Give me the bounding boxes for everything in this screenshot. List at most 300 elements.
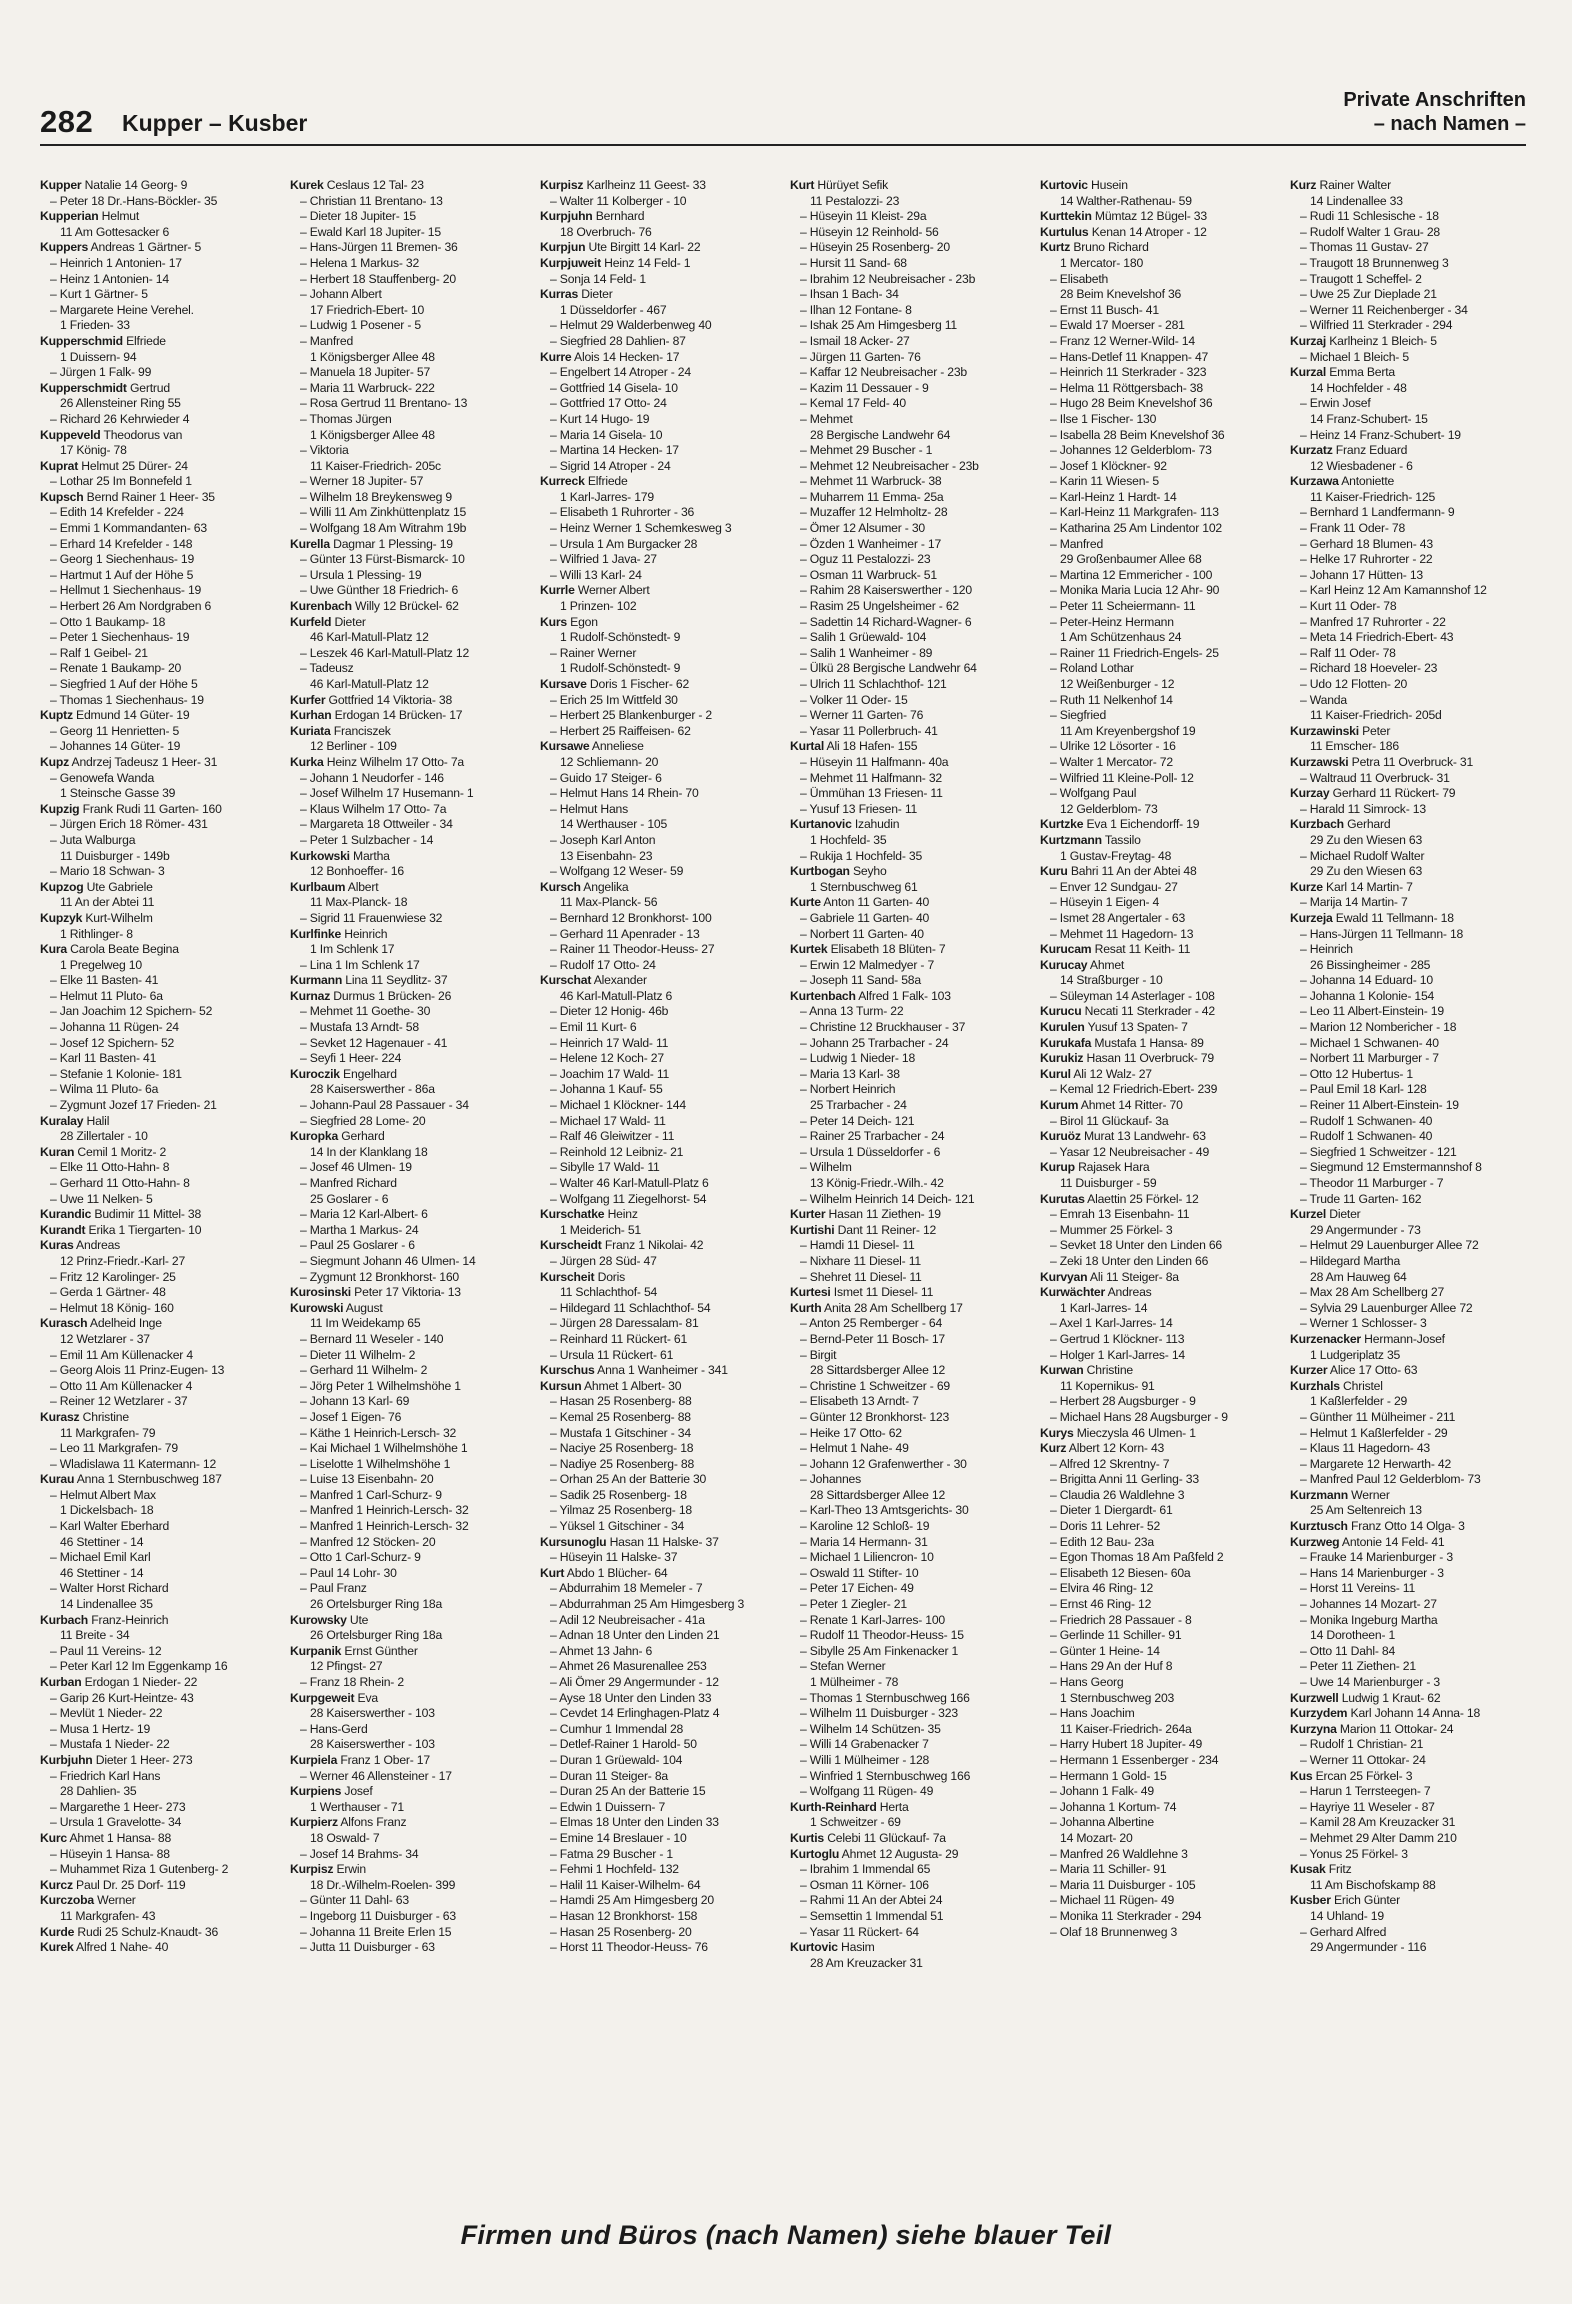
sub-entry: – Seyfi 1 Heer- 224 — [300, 1051, 402, 1066]
surname-entry — [40, 381, 278, 397]
sub-entry: – Elke 11 Otto-Hahn- 8 — [50, 1160, 170, 1175]
sub-entry: – Karl-Heinz 1 Hardt- 14 — [1050, 489, 1177, 504]
sub-entry: – Sigrid 14 Atroper - 24 — [550, 458, 671, 473]
sub-entry: – Siegmund 12 Emstermannshof 8 — [1300, 1160, 1482, 1175]
surname: Kurandt — [40, 1222, 86, 1237]
surname: Kurys — [1040, 1425, 1074, 1440]
sub-entry: – Norbert Heinrich — [800, 1082, 896, 1097]
surname: Kurzatz — [1290, 443, 1333, 458]
surname-entry — [540, 474, 778, 490]
surname-entry — [540, 739, 778, 755]
sub-entry: – Rudolf 1 Schwanen- 40 — [1300, 1129, 1433, 1144]
sub-entry: – Claudia 26 Waldlehne 3 — [1050, 1487, 1185, 1502]
entry-details: Franz 1 Ober- 17 — [337, 1752, 430, 1767]
sub-entry: – Elke 11 Basten- 41 — [50, 973, 159, 988]
address-continuation: 1 Mülheimer - 78 — [810, 1675, 899, 1689]
surname-entry — [40, 942, 278, 958]
address-continuation: 1 Gustav-Freytag- 48 — [1060, 848, 1172, 863]
sub-entry: – Maria 13 Karl- 38 — [800, 1066, 900, 1081]
surname-entry — [1290, 474, 1528, 490]
surname: Kurtis — [790, 1830, 825, 1845]
sub-entry: – Willi 14 Grabenacker 7 — [800, 1737, 929, 1752]
surname-entry — [40, 1893, 278, 1909]
entry-details: Franz Otto 14 Olga- 3 — [1347, 1519, 1465, 1534]
entry-details: Mustafa 1 Hansa- 89 — [1091, 1035, 1204, 1050]
address-continuation: 11 Schlachthof- 54 — [560, 1285, 658, 1300]
sub-entry: – Hamdi 25 Am Himgesberg 20 — [550, 1893, 714, 1908]
sub-entry: – Rudolf Walter 1 Grau- 28 — [1300, 224, 1440, 239]
sub-entry: – Duran 1 Grüewald- 104 — [550, 1752, 683, 1767]
sub-entry: – Manfred 26 Waldlehne 3 — [1050, 1846, 1188, 1861]
surname-entry — [40, 1925, 278, 1941]
entry-details: Eva — [354, 1690, 378, 1705]
entry-details: Mieczysla 46 Ulmen- 1 — [1073, 1425, 1196, 1440]
address-continuation: 29 Zu den Wiesen 63 — [1310, 832, 1423, 847]
sub-entry: – Manfred — [300, 333, 354, 348]
sub-entry: – Thomas 1 Sternbuschweg 166 — [800, 1690, 970, 1705]
sub-entry: – Thomas 11 Gustav- 27 — [1300, 240, 1429, 255]
sub-entry: – Stefanie 1 Kolonie- 181 — [50, 1066, 182, 1081]
sub-entry: – Herbert 28 Augsburger - 9 — [1050, 1394, 1196, 1409]
surname-entry — [790, 1940, 1028, 1956]
entry-details: Alice 17 Otto- 63 — [1327, 1363, 1418, 1378]
entry-details: Franz-Heinrich — [88, 1612, 169, 1627]
surname-entry — [1290, 880, 1528, 896]
surname: Kurek — [290, 178, 324, 192]
address-continuation: 1 Frieden- 33 — [60, 318, 130, 333]
sub-entry: – Hüseyin 25 Rosenberg- 20 — [800, 240, 950, 255]
sub-entry: – Renate 1 Karl-Jarres- 100 — [800, 1612, 945, 1627]
address-continuation: 11 Max-Planck- 56 — [560, 895, 658, 910]
surname: Kurlfinke — [290, 926, 342, 941]
entry-details: Karlheinz 11 Geest- 33 — [583, 178, 706, 192]
address-continuation: 18 Oswald- 7 — [310, 1830, 380, 1845]
sub-entry: – Halil 11 Kaiser-Wilhelm- 64 — [550, 1877, 701, 1892]
surname-entry — [290, 1644, 528, 1660]
sub-entry: – Harry Hubert 18 Jupiter- 49 — [1050, 1737, 1203, 1752]
surname-entry — [540, 1379, 778, 1395]
entry-details: Ahmet — [1087, 957, 1125, 972]
sub-entry: – Klaus 11 Hagedorn- 43 — [1300, 1441, 1431, 1456]
sub-entry: – Ulrich 11 Schlachthof- 121 — [800, 677, 947, 691]
address-continuation: 1 Duissern- 94 — [60, 349, 137, 364]
sub-entry: – Dieter 11 Wilhelm- 2 — [300, 1347, 416, 1362]
address-continuation: 1 Sternbuschweg 203 — [1060, 1690, 1175, 1705]
address-continuation: 14 Lindenallee 35 — [60, 1597, 153, 1612]
sub-entry: – Ahmet 26 Masurenallee 253 — [550, 1659, 707, 1674]
surname-entry — [540, 973, 778, 989]
surname: Kurzyna — [1290, 1721, 1337, 1736]
sub-entry: – Max 28 Am Schellberg 27 — [1300, 1285, 1445, 1300]
entry-details: Dant 11 Reiner- 12 — [834, 1222, 937, 1237]
address-continuation: 29 Großenbaumer Allee 68 — [1060, 552, 1202, 567]
surname-entry — [540, 880, 778, 896]
surname: Kurukiz — [1040, 1051, 1084, 1066]
entry-details: Franciszek — [330, 723, 391, 738]
surname: Kusber — [1290, 1893, 1331, 1908]
entry-details: Ali 11 Steiger- 8a — [1087, 1269, 1179, 1284]
address-continuation: 12 Gelderblom- 73 — [1060, 801, 1158, 816]
surname: Kurtbogan — [790, 864, 850, 879]
surname: Kurtek — [790, 942, 828, 957]
surname: Kurtesi — [790, 1285, 831, 1300]
section-title-line-1: Private Anschriften — [1343, 89, 1526, 111]
page-range: Kupper – Kusber — [122, 110, 308, 136]
address-continuation: 11 Max-Planck- 18 — [310, 895, 408, 910]
entry-details: Antonie 14 Feld- 41 — [1339, 1534, 1445, 1549]
sub-entry: – Wilfried 11 Kleine-Poll- 12 — [1050, 770, 1194, 785]
sub-entry: – Olaf 18 Brunnenweg 3 — [1050, 1924, 1178, 1939]
entry-details: Werner Albert — [574, 583, 650, 598]
sub-entry: – Hasan 25 Rosenberg- 20 — [550, 1924, 692, 1939]
entry-details: Lina 11 Seydlitz- 37 — [342, 973, 448, 988]
surname-entry — [1040, 1363, 1278, 1379]
sub-entry: – Rudolf 1 Christian- 21 — [1300, 1737, 1424, 1752]
sub-entry: – Wanda — [1300, 692, 1347, 707]
sub-entry: – Muhammet Riza 1 Gutenberg- 2 — [50, 1862, 229, 1877]
address-continuation: 26 Ortelsburger Ring 18a — [310, 1628, 443, 1643]
sub-entry: – Heinrich 17 Wald- 11 — [550, 1035, 669, 1050]
surname-entry — [290, 973, 528, 989]
sub-entry: – Helmut Albert Max — [50, 1487, 156, 1502]
sub-entry: – Helmut 29 Lauenburger Allee 72 — [1300, 1238, 1479, 1253]
sub-entry: – Edith 14 Krefelder - 224 — [50, 505, 184, 520]
sub-entry: – Mehmet 11 Hagedorn- 13 — [1050, 926, 1194, 941]
directory-column-6 — [1290, 178, 1528, 2168]
surname: Kurreck — [540, 474, 585, 489]
sub-entry: – Sibylle 17 Wald- 11 — [550, 1160, 660, 1175]
sub-entry: – Heinrich 1 Antonien- 17 — [50, 255, 182, 270]
sub-entry: – Elisabeth 1 Ruhrorter - 36 — [550, 505, 695, 520]
entry-details: Hermann-Josef — [1360, 1331, 1445, 1346]
sub-entry: – Harald 11 Simrock- 13 — [1300, 801, 1426, 816]
sub-entry: – Helmut 11 Pluto- 6a — [50, 988, 163, 1003]
surname-entry — [40, 334, 278, 350]
entry-details: Ali 12 Walz- 27 — [1070, 1066, 1152, 1081]
surname: Kurosinski — [290, 1285, 351, 1300]
sub-entry: – Fritz 12 Karolinger- 25 — [50, 1269, 176, 1284]
sub-entry: – Rainer 11 Theodor-Heuss- 27 — [550, 942, 715, 957]
surname: Kurtzmann — [1040, 832, 1102, 847]
surname-entry — [1290, 1363, 1528, 1379]
entry-details: Gerhard — [338, 1129, 385, 1144]
sub-entry: – Norbert 11 Marburger - 7 — [1300, 1051, 1439, 1066]
entry-details: Ahmet 12 Augusta- 29 — [839, 1846, 959, 1861]
surname-entry — [290, 989, 528, 1005]
entry-details: Karlheinz 1 Bleich- 5 — [1326, 333, 1437, 348]
sub-entry: – Rosa Gertrud 11 Brentano- 13 — [300, 396, 468, 411]
surname: Kurowsky — [290, 1612, 347, 1627]
surname-entry — [790, 739, 1028, 755]
sub-entry: – Fatma 29 Buscher - 1 — [550, 1846, 673, 1861]
sub-entry: – Anton 25 Remberger - 64 — [800, 1316, 943, 1331]
address-continuation: 46 Stettiner - 14 — [60, 1534, 144, 1549]
address-continuation: 13 Eisenbahn- 23 — [560, 848, 653, 863]
surname: Kurasch — [40, 1316, 88, 1331]
surname-entry — [290, 1753, 528, 1769]
surname-entry — [790, 1831, 1028, 1847]
sub-entry: – Jürgen 28 Süd- 47 — [550, 1253, 657, 1268]
sub-entry: – Özden 1 Wanheimer - 17 — [800, 536, 942, 551]
sub-entry: – Ewald 17 Moerser - 281 — [1050, 318, 1185, 333]
surname-entry — [1290, 1862, 1528, 1878]
entry-details: Budimir 11 Mittel- 38 — [91, 1207, 202, 1222]
entry-details: Natalie 14 Georg- 9 — [81, 178, 188, 192]
sub-entry: – Wilhelm — [800, 1160, 852, 1175]
sub-entry: – Martina 14 Hecken- 17 — [550, 443, 679, 458]
sub-entry: – Siegmunt Johann 46 Ulmen- 14 — [300, 1253, 476, 1268]
entry-details: Peter — [1358, 723, 1391, 738]
entry-details: Izahudin — [851, 817, 900, 832]
address-continuation: 1 Königsberger Allee 48 — [310, 349, 435, 364]
sub-entry: – Ursula 1 Gravelotte- 34 — [50, 1815, 182, 1830]
address-continuation: 11 Markgrafen- 43 — [60, 1908, 156, 1923]
surname: Kurth — [790, 1300, 822, 1315]
section-title-line-2: – nach Namen – — [1373, 113, 1526, 135]
sub-entry: – Günter 1 Heine- 14 — [1050, 1643, 1160, 1658]
entry-details: Anna 1 Sternbuschweg 187 — [74, 1472, 222, 1487]
sub-entry: – Uwe 11 Nelken- 5 — [50, 1191, 153, 1206]
surname-entry — [1040, 1441, 1278, 1457]
sub-entry: – Hildegard 11 Schlachthof- 54 — [550, 1300, 711, 1315]
entry-details: Edmund 14 Güter- 19 — [72, 708, 190, 723]
entry-details: Necati 11 Sterkrader - 42 — [1081, 1004, 1215, 1019]
surname-entry — [540, 1270, 778, 1286]
sub-entry: – Erwin 12 Malmedyer - 7 — [800, 957, 935, 972]
sub-entry: – Martina 12 Emmericher - 100 — [1050, 567, 1213, 582]
address-continuation: 46 Karl-Matull-Platz 6 — [560, 988, 673, 1003]
sub-entry: – Thomas 1 Siechenhaus- 19 — [50, 692, 204, 707]
surname: Kupz — [40, 754, 69, 769]
sub-entry: – Heike 17 Otto- 62 — [800, 1425, 902, 1440]
sub-entry: – Stefan Werner — [800, 1659, 886, 1674]
sub-entry: – Otto 11 Dahl- 84 — [1300, 1643, 1396, 1658]
surname-entry — [40, 240, 278, 256]
sub-entry: – Karl Heinz 12 Am Kamannshof 12 — [1300, 583, 1487, 598]
surname: Kurz — [1290, 178, 1317, 192]
sub-entry: – Musa 1 Hertz- 19 — [50, 1721, 151, 1736]
sub-entry: – Mehmet — [800, 411, 853, 426]
sub-entry: – Mustafa 1 Nieder- 22 — [50, 1737, 170, 1752]
surname-entry — [1040, 1285, 1278, 1301]
sub-entry: – Abdurrahman 25 Am Himgesberg 3 — [550, 1597, 745, 1612]
surname: Kurzawa — [1290, 474, 1339, 489]
address-continuation: 1 Meiderich- 51 — [560, 1222, 641, 1237]
entry-details: Emma Berta — [1326, 365, 1395, 380]
surname-entry — [290, 1301, 528, 1317]
surname-entry — [40, 802, 278, 818]
sub-entry: – Erwin Josef — [1300, 396, 1371, 411]
entry-details: Kurt-Wilhelm — [82, 910, 153, 925]
sub-entry: – Richard 26 Kehrwieder 4 — [50, 411, 190, 426]
sub-entry: – Maria 11 Warbruck- 222 — [300, 380, 435, 395]
surname-entry — [790, 1301, 1028, 1317]
surname-entry — [1290, 817, 1528, 833]
sub-entry: – Josef 1 Klöckner- 92 — [1050, 458, 1167, 473]
address-continuation: 28 Sittardsberger Allee 12 — [810, 1363, 946, 1378]
surname: Kuppers — [40, 240, 89, 255]
sub-entry: – Georg 11 Henrietten- 5 — [50, 723, 180, 738]
entry-details: Albert — [345, 879, 379, 894]
sub-entry: – Johanna 11 Rügen- 24 — [50, 1020, 179, 1035]
surname: Kuppeveld — [40, 427, 101, 442]
surname-entry — [1040, 178, 1278, 194]
surname-entry — [290, 615, 528, 631]
surname: Kurde — [40, 1924, 75, 1939]
sub-entry: – Hermann 1 Essenberger - 234 — [1050, 1752, 1219, 1767]
surname: Kuriata — [290, 723, 331, 738]
sub-entry: – Cevdet 14 Erlinghagen-Platz 4 — [550, 1706, 720, 1721]
surname-entry — [1290, 1535, 1528, 1551]
sub-entry: – Sylvia 29 Lauenburger Allee 72 — [1300, 1300, 1473, 1315]
surname: Kupzog — [40, 879, 84, 894]
sub-entry: – Willi 11 Am Zinkhüttenplatz 15 — [300, 505, 467, 520]
surname-entry — [1040, 1067, 1278, 1083]
surname-entry — [1040, 958, 1278, 974]
entry-details: Ahmet 1 Hansa- 88 — [66, 1830, 172, 1845]
sub-entry: – Mummer 25 Förkel- 3 — [1050, 1222, 1173, 1237]
sub-entry: – Siegfried 28 Lome- 20 — [300, 1113, 426, 1128]
sub-entry: – Traugott 1 Scheffel- 2 — [1300, 271, 1422, 286]
sub-entry: – Frauke 14 Marienburger - 3 — [1300, 1550, 1453, 1565]
sub-entry: – Hildegard Martha — [1300, 1253, 1401, 1268]
sub-entry: – Mehmet 12 Neubreisacher - 23b — [800, 458, 979, 473]
sub-entry: – Emmi 1 Kommandanten- 63 — [50, 521, 207, 536]
sub-entry: – Renate 1 Baukamp- 20 — [50, 661, 182, 676]
surname-entry — [540, 287, 778, 303]
surname-entry — [40, 1223, 278, 1239]
surname-entry — [1290, 334, 1528, 350]
directory-column-5 — [1040, 178, 1278, 2168]
entry-details: Ercan 25 Förkel- 3 — [1312, 1768, 1413, 1783]
sub-entry: – Joseph 11 Sand- 58a — [800, 973, 921, 988]
sub-entry: – Hasan 12 Bronkhorst- 158 — [550, 1908, 698, 1923]
sub-entry: – Wilfried 11 Sterkrader - 294 — [1300, 318, 1453, 333]
address-continuation: 26 Ortelsburger Ring 18a — [310, 1597, 443, 1612]
sub-entry: – Adnan 18 Unter den Linden 21 — [550, 1628, 720, 1643]
surname-entry — [290, 927, 528, 943]
entry-details: Ewald 11 Tellmann- 18 — [1332, 910, 1454, 925]
sub-entry: – Elisabeth 12 Biesen- 60a — [1050, 1565, 1191, 1580]
surname-entry — [40, 911, 278, 927]
sub-entry: – Manfred 17 Ruhrorter - 22 — [1300, 614, 1446, 629]
sub-entry: – Duran 25 An der Batterie 15 — [550, 1784, 706, 1799]
sub-entry: – Volker 11 Oder- 15 — [800, 692, 908, 707]
surname-entry — [290, 755, 528, 771]
sub-entry: – Hüseyin 11 Halfmann- 40a — [800, 754, 949, 769]
sub-entry: – Osman 11 Warbruck- 51 — [800, 567, 937, 582]
sub-entry: – Ilse 1 Fischer- 130 — [1050, 411, 1157, 426]
sub-entry: – Manfred 1 Heinrich-Lersch- 32 — [300, 1519, 469, 1534]
address-continuation: 12 Wetzlarer - 37 — [60, 1331, 150, 1346]
surname-entry — [1040, 1036, 1278, 1052]
surname: Kurandic — [40, 1207, 92, 1222]
address-continuation: 12 Schliemann- 20 — [560, 754, 659, 769]
sub-entry: – Franz 18 Rhein- 2 — [300, 1675, 404, 1689]
sub-entry: – Zygmunt Jozef 17 Frieden- 21 — [50, 1098, 217, 1113]
sub-entry: – Jürgen 1 Falk- 99 — [50, 365, 152, 380]
address-continuation: 11 Am Bischofskamp 88 — [1310, 1877, 1436, 1892]
sub-entry: – Werner 46 Allensteiner - 17 — [300, 1768, 452, 1783]
sub-entry: – Theodor 11 Marburger - 7 — [1300, 1176, 1444, 1190]
sub-entry: – Norbert 11 Garten- 40 — [800, 926, 924, 941]
sub-entry: – Johann 25 Trarbacher - 24 — [800, 1035, 949, 1050]
surname: Kurpjun — [540, 240, 586, 255]
sub-entry: – Maria 14 Hermann- 31 — [800, 1534, 928, 1549]
address-continuation: 29 Angermunder - 73 — [1310, 1222, 1421, 1237]
sub-entry: – Ihsan 1 Bach- 34 — [800, 287, 899, 302]
sub-entry: – Martha 1 Markus- 24 — [300, 1222, 419, 1237]
sub-entry: – Margarete Heine Verehel. — [50, 302, 194, 317]
entry-details: Christine — [1083, 1363, 1133, 1378]
surname: Kurenbach — [290, 599, 352, 614]
sub-entry: – Kurt 14 Hugo- 19 — [550, 411, 650, 426]
entry-details: Rainer Walter — [1316, 178, 1391, 192]
surname-entry — [40, 1410, 278, 1426]
entry-details: Dieter — [331, 614, 366, 629]
surname: Kurzer — [1290, 1363, 1328, 1378]
sub-entry: – Ludwig 1 Posener - 5 — [300, 318, 421, 333]
surname-entry — [1040, 1020, 1278, 1036]
sub-entry: – Shehret 11 Diesel- 11 — [800, 1269, 922, 1284]
sub-entry: – Willi 13 Karl- 24 — [550, 567, 642, 582]
sub-entry: – Joseph Karl Anton — [550, 832, 656, 847]
page-number: 282 — [40, 104, 94, 139]
surname: Kurek — [40, 1940, 74, 1955]
surname: Kurtulus — [1040, 224, 1089, 239]
sub-entry: – Karin 11 Wiesen- 5 — [1050, 474, 1159, 489]
sub-entry: – Peter 11 Ziethen- 21 — [1300, 1659, 1416, 1674]
entry-details: Engelhard — [339, 1066, 397, 1081]
sub-entry: – Emine 14 Breslauer - 10 — [550, 1830, 687, 1845]
sub-entry: – Hasan 25 Rosenberg- 88 — [550, 1394, 692, 1409]
surname-entry — [1290, 443, 1528, 459]
sub-entry: – Mehmet 11 Halfmann- 32 — [800, 770, 942, 785]
entry-details: Bernd Rainer 1 Heer- 35 — [83, 489, 215, 504]
sub-entry: – Maria 11 Duisburger - 105 — [1050, 1877, 1196, 1892]
sub-entry: – Herbert 18 Stauffenberg- 20 — [300, 271, 456, 286]
sub-entry: – Rainer 25 Trarbacher - 24 — [800, 1129, 945, 1144]
sub-entry: – Salih 1 Wanheimer - 89 — [800, 645, 933, 660]
address-continuation: 14 Hochfelder - 48 — [1310, 380, 1407, 395]
entry-details: Alfred 1 Nahe- 40 — [73, 1940, 169, 1955]
surname-entry — [40, 1675, 278, 1691]
sub-entry: – Traugott 18 Brunnenweg 3 — [1300, 255, 1449, 270]
surname: Kurukafa — [1040, 1035, 1092, 1050]
sub-entry: – Kurt 11 Oder- 78 — [1300, 599, 1397, 614]
entry-details: Martha — [349, 848, 390, 863]
surname-entry — [790, 864, 1028, 880]
surname: Kursawe — [540, 739, 590, 754]
surname-entry — [790, 989, 1028, 1005]
address-continuation: 11 Kopernikus- 91 — [1060, 1378, 1155, 1393]
sub-entry: – Cumhur 1 Immendal 28 — [550, 1721, 684, 1736]
sub-entry: – Ayse 18 Unter den Linden 33 — [550, 1690, 712, 1705]
surname: Kurpgeweit — [290, 1690, 355, 1705]
surname-entry — [540, 583, 778, 599]
sub-entry: – Erhard 14 Krefelder - 148 — [50, 536, 193, 551]
sub-entry: – Oguz 11 Pestalozzi- 23 — [800, 552, 931, 567]
surname: Kurmann — [290, 973, 343, 988]
sub-entry: – Michael 11 Rügen- 49 — [1050, 1893, 1175, 1908]
surname-entry — [1290, 365, 1528, 381]
surname-entry — [1040, 942, 1278, 958]
entry-details: Helmut — [98, 209, 140, 224]
surname: Kurzel — [1290, 1207, 1327, 1222]
address-continuation: 18 Dr.-Wilhelm-Roelen- 399 — [310, 1877, 456, 1892]
sub-entry: – Ismail 18 Acker- 27 — [800, 333, 910, 348]
sub-entry: – Wilhelm 18 Breykensweg 9 — [300, 489, 452, 504]
